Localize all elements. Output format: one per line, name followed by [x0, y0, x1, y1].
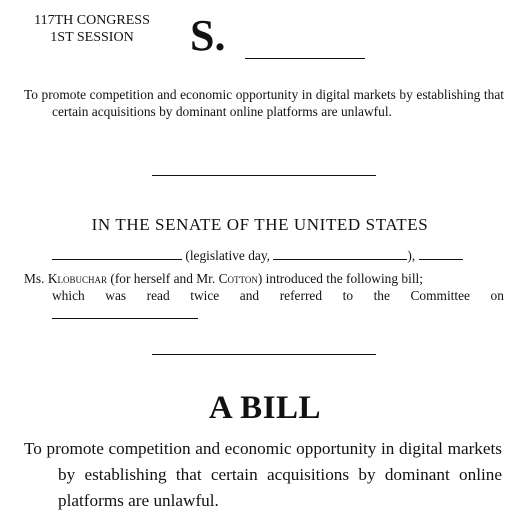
referral-line: [24, 287, 504, 304]
legislative-day-blank: [273, 248, 407, 260]
referral-word: twice: [190, 288, 220, 303]
bill-number-blank: [245, 58, 365, 59]
legislative-day-close: ),: [407, 248, 416, 263]
referral-word: referred: [279, 288, 323, 303]
introduction-end: ) introduced the following bill;: [257, 271, 423, 286]
divider-rule: [152, 354, 376, 355]
legislative-day-line: [52, 247, 512, 264]
sponsor-name: Klobuchar: [47, 271, 108, 286]
introduction-paragraph: [24, 270, 504, 323]
referral-word: was: [105, 288, 127, 303]
year-blank: [419, 248, 463, 260]
legislative-day-label: (legislative day,: [185, 248, 271, 263]
congress-session-block: [22, 12, 162, 46]
cosponsor-name: Cotton: [218, 271, 258, 286]
referral-word: to: [342, 288, 354, 303]
sponsor-middle: (for herself and Mr.: [110, 271, 216, 286]
referral-word: read: [146, 288, 170, 303]
divider-rule: [152, 175, 376, 176]
session-label: 1ST SESSION: [50, 30, 134, 45]
bill-purpose: To promote competition and economic opportunity in digital markets by establishing that certain acquisitions by dominant online platforms are unlawful.: [24, 439, 502, 510]
bill-title: A BILL: [208, 390, 322, 426]
committee-blank: [52, 307, 198, 319]
referral-word: which: [52, 288, 85, 303]
sponsor-prefix: Ms.: [24, 271, 45, 286]
congress-label: 117TH CONGRESS: [34, 13, 150, 28]
bill-number-prefix: S.: [190, 11, 226, 60]
referral-word: the: [373, 288, 390, 303]
referral-word: Committee: [410, 288, 470, 303]
purpose-statement: To promote competition and economic opportunity in digital markets by establishing that certain acquisitions by dominant online platforms are unlawful.: [24, 87, 504, 119]
referral-word: and: [239, 288, 260, 303]
date-blank: [52, 248, 182, 260]
chamber-heading: IN THE SENATE OF THE UNITED STATES: [91, 215, 429, 234]
referral-word: on: [490, 288, 504, 303]
